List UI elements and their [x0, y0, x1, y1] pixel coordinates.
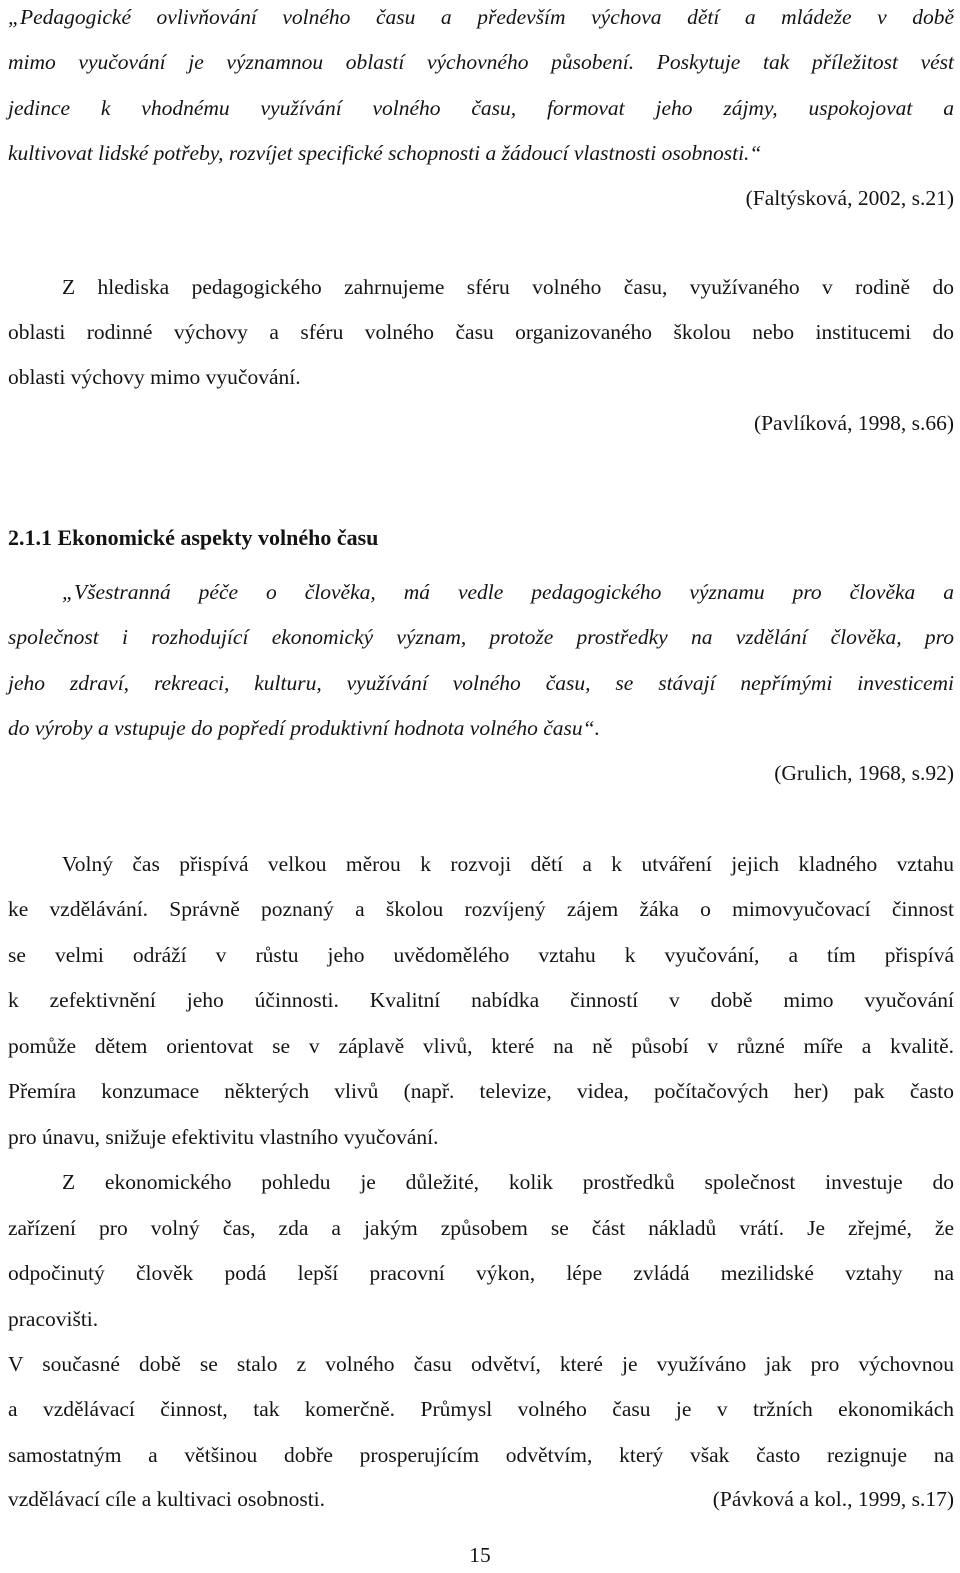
paragraph1-line-2: oblasti rodinné výchovy a sféru volného času organizovaného školou nebo institucemi do	[8, 320, 954, 344]
quote1-line-1: „Pedagogické ovlivňování volného času a především výchova dětí a mládeže v době	[8, 5, 954, 29]
quote2-line-3: jeho zdraví, rekreaci, kulturu, využívání volného času, se stávají nepřímými investicemi	[8, 671, 954, 695]
paragraph3-line-2: zařízení pro volný čas, zda a jakým způsobem se část nákladů vrátí. Je zřejmé, že	[8, 1216, 954, 1240]
paragraph1-line-1: Z hlediska pedagogického zahrnujeme sféru volného času, využívaného v rodině do	[62, 275, 954, 299]
paragraph2-line-7: pro únavu, snižuje efektivitu vlastního vyučování.	[8, 1125, 439, 1149]
paragraph1-citation: (Pavlíková, 1998, s.66)	[753, 411, 954, 435]
paragraph4-citation: (Pávková a kol., 1999, s.17)	[712, 1487, 954, 1511]
section-heading: 2.1.1 Ekonomické aspekty volného času	[8, 525, 379, 550]
paragraph2-line-1: Volný čas přispívá velkou měrou k rozvoji dětí a k utváření jejich kladného vztahu	[62, 852, 954, 876]
paragraph4-line-3: samostatným a většinou dobře prosperujícím odvětvím, který však často rezignuje na	[8, 1443, 954, 1467]
quote1-citation: (Faltýsková, 2002, s.21)	[745, 186, 954, 210]
quote1-line-2: mimo vyučování je významnou oblastí výchovného působení. Poskytuje tak příležitost vést	[8, 50, 954, 74]
paragraph3-line-4: pracovišti.	[8, 1307, 99, 1331]
quote2-citation: (Grulich, 1968, s.92)	[774, 761, 954, 785]
paragraph4-line-4: vzdělávací cíle a kultivaci osobnosti.	[8, 1487, 326, 1511]
paragraph3-line-3: odpočinutý člověk podá lepší pracovní výkon, lépe zvládá mezilidské vztahy na	[8, 1261, 954, 1285]
paragraph2-line-6: Přemíra konzumace některých vlivů (např. televize, videa, počítačových her) pak často	[8, 1079, 954, 1103]
paragraph3-line-1: Z ekonomického pohledu je důležité, kolik prostředků společnost investuje do	[62, 1170, 954, 1194]
paragraph1-line-3: oblasti výchovy mimo vyučování.	[8, 365, 301, 389]
paragraph2-line-4: k zefektivnění jeho účinnosti. Kvalitní nabídka činností v době mimo vyučování	[8, 988, 954, 1012]
paragraph4-line-1: V současné době se stalo z volného času odvětví, které je využíváno jak pro výchovnou	[8, 1352, 954, 1376]
page-number: 15	[469, 1543, 491, 1567]
quote1-line-4: kultivovat lidské potřeby, rozvíjet specifické schopnosti a žádoucí vlastnosti osobnosti.“	[8, 141, 762, 165]
quote2-line-4: do výroby a vstupuje do popředí produktivní hodnota volného času“.	[8, 716, 600, 740]
quote1-line-3: jedince k vhodnému využívání volného času, formovat jeho zájmy, uspokojovat a	[8, 96, 954, 120]
quote2-line-2: společnost i rozhodující ekonomický význam, protože prostředky na vzdělání člověka, pro	[8, 625, 954, 649]
paragraph2-line-5: pomůže dětem orientovat se v záplavě vlivů, které na ně působí v různé míře a kvalitě.	[8, 1034, 954, 1058]
paragraph2-line-2: ke vzdělávání. Správně poznaný a školou rozvíjený zájem žáka o mimovyučovací činnost	[8, 897, 954, 921]
paragraph2-line-3: se velmi odráží v růstu jeho uvědomělého vztahu k vyučování, a tím přispívá	[8, 943, 954, 967]
paragraph4-line-2: a vzdělávací činnost, tak komerčně. Průmysl volného času je v tržních ekonomikách	[8, 1397, 954, 1421]
quote2-line-1: „Všestranná péče o člověka, má vedle pedagogického významu pro člověka a	[62, 580, 954, 604]
